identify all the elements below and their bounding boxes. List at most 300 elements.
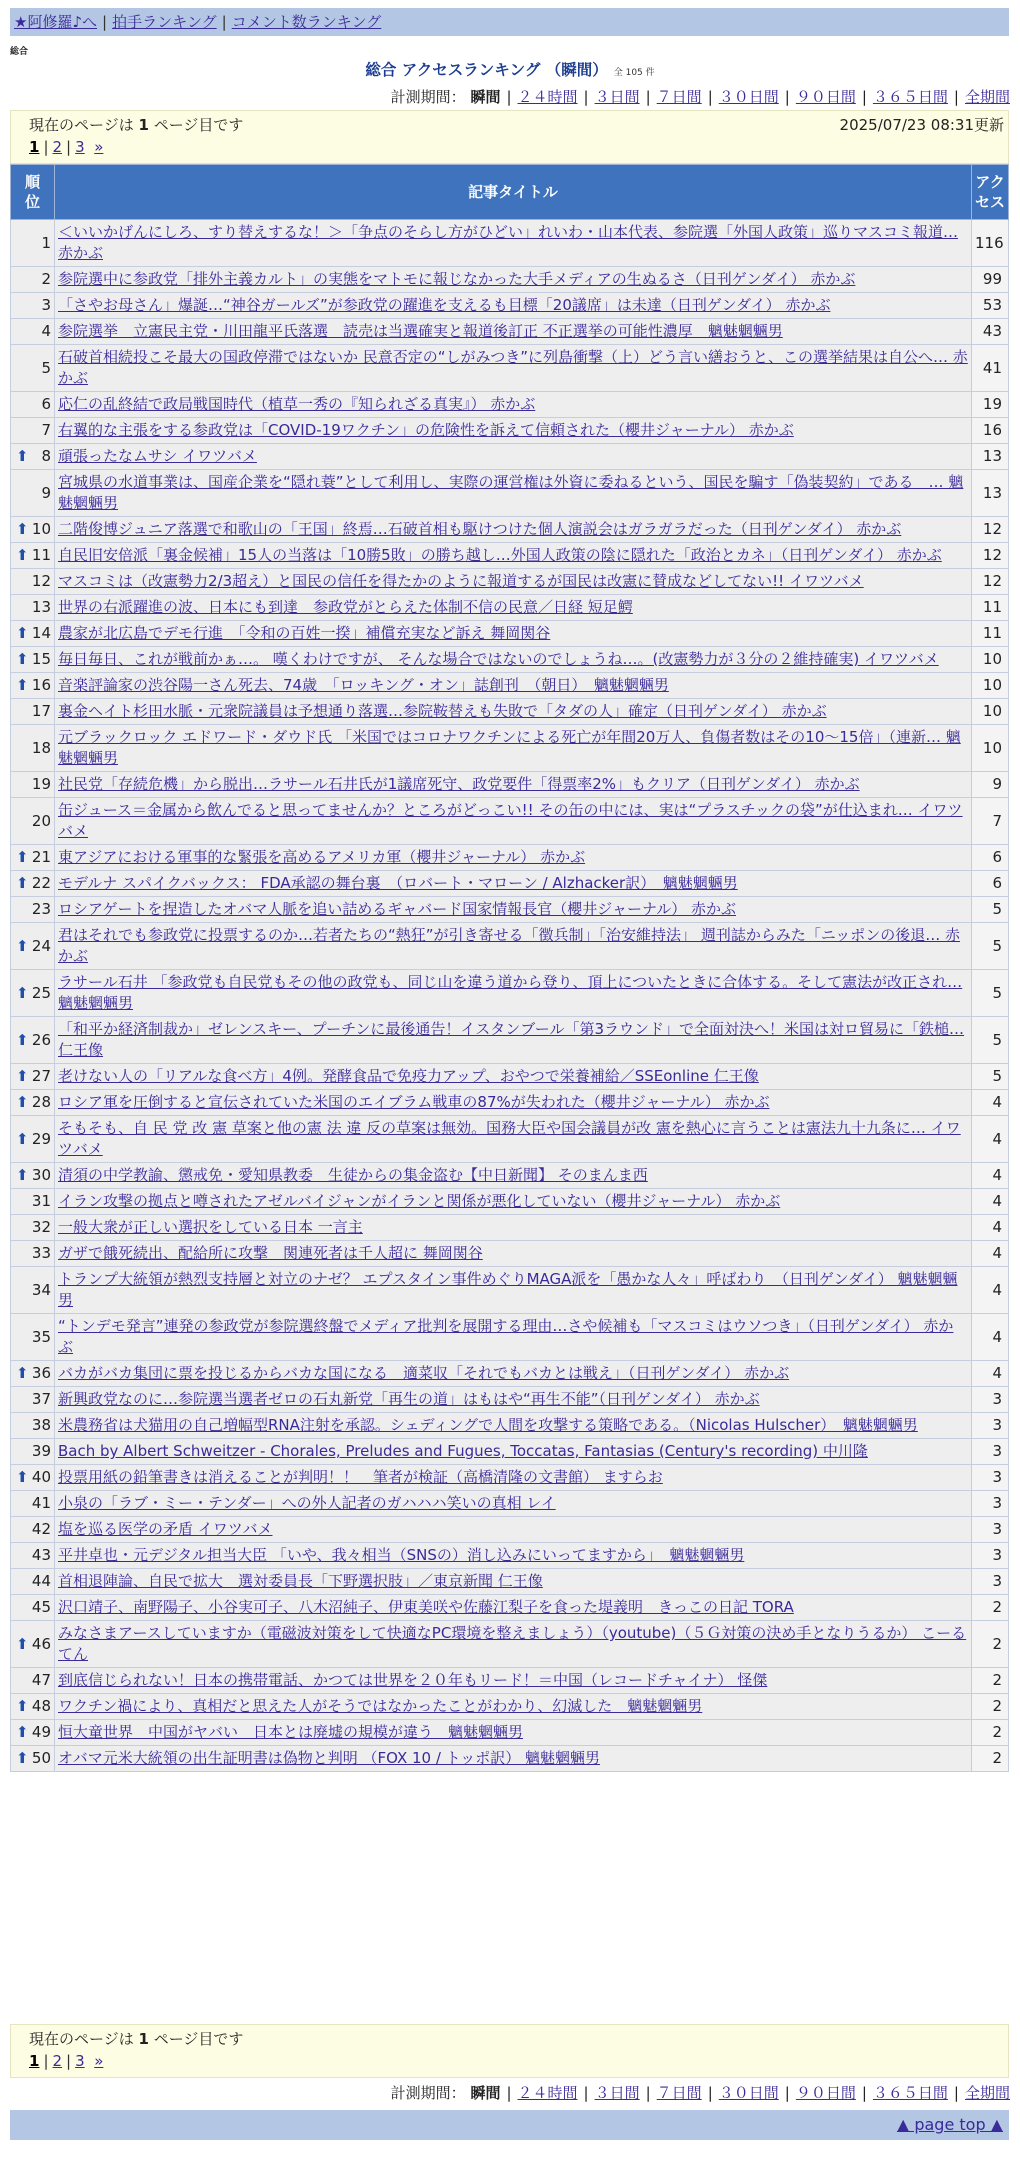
period-link-90d[interactable]: ９０日間 [795, 88, 856, 106]
article-title-link[interactable]: 老けない人の「リアルな食べ方」4例。発酵食品で免疫力アップ、おやつで栄養補給／SSEonline 仁王像 [58, 1067, 759, 1085]
rank-cell [11, 1746, 55, 1772]
rank-number: 47 [31, 1671, 51, 1689]
article-title-link[interactable]: 頑張ったなムサシ イワツバメ [58, 447, 257, 465]
article-title-link[interactable]: 毎日毎日、これが戦前かぁ…。 嘆くわけですが、 そんな場合ではないのでしょうね…。(改憲勢力が３分の２維持確実) イワツバメ [58, 650, 939, 668]
title-cell [55, 220, 972, 267]
table-row [11, 1746, 1009, 1772]
ranking-table [10, 164, 1009, 1772]
table-row [11, 1668, 1009, 1694]
title-cell [55, 772, 972, 798]
rank-number: 37 [31, 1390, 51, 1408]
rank-up-arrow-icon: ⬆ [16, 848, 29, 866]
table-row [11, 345, 1009, 392]
title-cell [55, 1621, 972, 1668]
table-row [11, 267, 1009, 293]
title-cell [55, 798, 972, 845]
nav-link-asyura[interactable]: ★阿修羅♪へ [14, 13, 98, 31]
rank-number: 24 [31, 936, 51, 955]
title-cell [55, 444, 972, 470]
access-count: 2 [972, 1746, 1009, 1772]
table-row [11, 1465, 1009, 1491]
rank-up-arrow-icon: ⬆ [16, 624, 29, 642]
title-cell [55, 673, 972, 699]
article-title-link[interactable]: Bach by Albert Schweitzer - Chorales, Preludes and Fugues, Toccatas, Fantasias (Century's recording) 中川隆 [58, 1442, 868, 1460]
article-title-link[interactable]: 元ブラックロック エドワード・ダウド氏 「米国ではコロナワクチンによる死亡が年間20万人、負傷者数はその10～15倍」（連新… 魑魅魍魎男 [58, 728, 961, 767]
title-cell [55, 871, 972, 897]
rank-cell [11, 772, 55, 798]
title-cell [55, 897, 972, 923]
title-cell [55, 1746, 972, 1772]
header-rank: 順位 [11, 165, 55, 220]
rank-number: 12 [31, 572, 51, 590]
access-count: 4 [972, 1215, 1009, 1241]
rank-cell [11, 1694, 55, 1720]
title-cell [55, 1491, 972, 1517]
table-row [11, 470, 1009, 517]
article-title-link[interactable]: 小泉の「ラブ・ミー・テンダー」への外人記者のガハハハ笑いの真相 レイ [58, 1494, 556, 1512]
access-count: 11 [972, 595, 1009, 621]
period-link-365d-bottom[interactable]: ３６５日間 [872, 2084, 948, 2102]
table-row [11, 517, 1009, 543]
title-cell [55, 470, 972, 517]
rank-number: 41 [31, 1494, 51, 1512]
rank-number: 4 [41, 322, 51, 340]
access-count: 99 [972, 267, 1009, 293]
table-row [11, 1090, 1009, 1116]
title-cell [55, 1413, 972, 1439]
table-row [11, 1720, 1009, 1746]
rank-number: 10 [31, 520, 51, 538]
article-title-link[interactable]: ロシアゲートを捏造したオバマ人脈を追い詰めるギャバード国家情報長官（櫻井ジャーナル） 赤かぶ [58, 900, 736, 918]
rank-number: 1 [41, 233, 51, 252]
rank-cell [11, 345, 55, 392]
access-count: 4 [972, 1163, 1009, 1189]
period-link-90d-bottom[interactable]: ９０日間 [795, 2084, 856, 2102]
access-count: 5 [972, 1017, 1009, 1064]
table-row [11, 1569, 1009, 1595]
rank-up-arrow-icon: ⬆ [16, 1723, 29, 1741]
rank-up-arrow-icon: ⬆ [16, 983, 29, 1002]
title-cell [55, 699, 972, 725]
footer-bar [10, 2110, 1009, 2140]
header-title: 記事タイトル [55, 165, 972, 220]
table-row [11, 1163, 1009, 1189]
access-count: 19 [972, 392, 1009, 418]
category-label: 総合 [10, 47, 29, 57]
pager-next-bottom[interactable]: » [94, 2052, 104, 2070]
article-title-link[interactable]: 自民旧安倍派「裏金候補」15人の当落は「10勝5敗」の勝ち越し…外国人政策の陰に隠れた「政治とカネ」（日刊ゲンダイ） 赤かぶ [58, 546, 942, 564]
rank-number: 11 [31, 546, 51, 564]
rank-number: 38 [31, 1416, 51, 1434]
rank-up-arrow-icon: ⬆ [16, 1697, 29, 1715]
pager-link-3-bottom[interactable]: 3 [75, 2052, 85, 2070]
title-cell [55, 345, 972, 392]
title-cell [55, 1090, 972, 1116]
title-cell [55, 1668, 972, 1694]
access-count: 6 [972, 845, 1009, 871]
rank-cell [11, 418, 55, 444]
rank-up-arrow-icon: ⬆ [16, 1468, 29, 1486]
article-title-link[interactable]: 参院選中に参政党「排外主義カルト」の実態をマトモに報じなかった大手メディアの生ぬるさ（日刊ゲンダイ） 赤かぶ [58, 270, 856, 288]
rank-cell [11, 319, 55, 345]
article-title-link[interactable]: 到底信じられない！日本の携帯電話、かつては世界を２０年もリード！＝中国（レコードチャイナ） 怪傑 [58, 1671, 768, 1689]
title-cell [55, 543, 972, 569]
rank-number: 26 [31, 1030, 51, 1049]
period-link-7d[interactable]: ７日間 [656, 88, 702, 106]
article-title-link[interactable]: トランプ大統領が熱烈支持層と対立のナゼ？ エプスタイン事件めぐりMAGA派を「愚かな人々」呼ばわり （日刊ゲンダイ） 魑魅魍魎男 [58, 1270, 958, 1309]
access-count: 6 [972, 871, 1009, 897]
rank-number: 22 [31, 874, 51, 892]
access-count: 4 [972, 1361, 1009, 1387]
article-title-link[interactable]: 参院選挙 立憲民主党・川田龍平氏落選 読売は当選確実と報道後訂正 不正選挙の可能性濃厚 魑魅魍魎男 [58, 322, 783, 340]
table-row [11, 1621, 1009, 1668]
title-cell [55, 1694, 972, 1720]
article-title-link[interactable]: イラン攻撃の拠点と噂されたアゼルバイジャンがイランと関係が悪化していない（櫻井ジャーナル） 赤かぶ [58, 1192, 781, 1210]
access-count: 5 [972, 970, 1009, 1017]
article-title-link[interactable]: 投票用紙の鉛筆書きは消えることが判明！！ 筆者が検証（高橋清隆の文書館） ますらお [58, 1468, 663, 1486]
rank-cell [11, 1569, 55, 1595]
pager-link-3[interactable]: 3 [75, 138, 85, 156]
rank-cell [11, 444, 55, 470]
title-cell [55, 621, 972, 647]
rank-number: 13 [31, 598, 51, 616]
article-title-link[interactable]: 首相退陣論、自民で拡大 選対委員長「下野選択肢」／東京新聞 仁王像 [58, 1572, 543, 1590]
period-label: 計測期間： [390, 88, 466, 106]
access-count: 3 [972, 1569, 1009, 1595]
rank-cell [11, 1017, 55, 1064]
nav-link-comment-ranking[interactable]: コメント数ランキング [231, 13, 382, 31]
title-cell [55, 569, 972, 595]
article-title-link[interactable]: バカがバカ集団に票を投じるからバカな国になる 適菜収「それでもバカとは戦え」（日刊ゲンダイ） 赤かぶ [58, 1364, 790, 1382]
rank-cell [11, 543, 55, 569]
period-current: 瞬間 [470, 88, 501, 106]
rank-number: 9 [41, 483, 51, 502]
article-title-link[interactable]: そもそも、自 民 党 改 憲 草案と他の憲 法 違 反の草案は無効。国務大臣や国会議員が改 憲を熱心に言うことは憲法九十九条に… イワツバメ [58, 1119, 961, 1158]
table-row [11, 725, 1009, 772]
access-count: 13 [972, 470, 1009, 517]
page-top-link[interactable]: ▲ page top ▲ [896, 2115, 1003, 2134]
article-title-link[interactable]: みなさまアースしていますか（電磁波対策をして快適なPC環境を整えましょう）（youtube)（５Ｇ対策の決め手となりうるか） こーるてん [58, 1624, 967, 1663]
period-link-7d-bottom[interactable]: ７日間 [656, 2084, 702, 2102]
title-cell [55, 1163, 972, 1189]
rank-number: 35 [31, 1327, 51, 1346]
access-count: 3 [972, 1517, 1009, 1543]
article-title-link[interactable]: 米農務省は犬猫用の自己増幅型RNA注射を承認。シェディングで人間を攻撃する策略である。（Nicolas Hulscher） 魑魅魍魎男 [58, 1416, 918, 1434]
table-row [11, 1413, 1009, 1439]
rank-up-arrow-icon: ⬆ [16, 1364, 29, 1382]
pager-top: 1 | 2 | 3 » [29, 138, 104, 156]
rank-cell [11, 267, 55, 293]
article-title-link[interactable]: ガザで餓死続出、配給所に攻撃 関連死者は千人超に 舞岡関谷 [58, 1244, 483, 1262]
rank-number: 15 [31, 650, 51, 668]
rank-number: 19 [31, 775, 51, 793]
title-cell [55, 1116, 972, 1163]
rank-cell [11, 673, 55, 699]
article-title-link[interactable]: 新興政党なのに…参院選当選者ゼロの石丸新党「再生の道」はもはや“再生不能”（日刊ゲンダイ） 赤かぶ [58, 1390, 760, 1408]
access-count: 53 [972, 293, 1009, 319]
pager-next[interactable]: » [94, 138, 104, 156]
article-title-link[interactable]: マスコミは（改憲勢力2/3超え）と国民の信任を得たかのように報道するが国民は改憲に賛成などしてない!! イワツバメ [58, 572, 864, 590]
article-title-link[interactable]: ワクチン禍により、真相だと思えた人がそうではなかったことがわかり、幻滅した 魑魅魍魎男 [58, 1697, 703, 1715]
rank-number: 44 [31, 1572, 51, 1590]
title-cell [55, 1267, 972, 1314]
period-link-3d[interactable]: ３日間 [594, 88, 640, 106]
access-count: 5 [972, 923, 1009, 970]
rank-up-arrow-icon: ⬆ [16, 1030, 29, 1049]
table-row [11, 293, 1009, 319]
rank-number: 50 [31, 1749, 51, 1767]
rank-number: 23 [31, 900, 51, 918]
article-title-link[interactable]: 音楽評論家の渋谷陽一さん死去、74歳 「ロッキング・オン」誌創刊 （朝日） 魑魅魍魎男 [58, 676, 669, 694]
rank-number: 21 [31, 848, 51, 866]
title-cell [55, 1569, 972, 1595]
page-title-text: 総合 アクセスランキング （瞬間） [365, 61, 608, 79]
current-page-text-bottom: 現在のページは 1 ページ目です [29, 2030, 244, 2048]
header-count: アクセス [972, 165, 1009, 220]
table-row [11, 1189, 1009, 1215]
table-row [11, 1116, 1009, 1163]
title-cell [55, 1314, 972, 1361]
title-cell [55, 1361, 972, 1387]
table-row [11, 970, 1009, 1017]
article-title-link[interactable]: 社民党「存続危機」から脱出…ラサール石井氏が1議席死守、政党要件「得票率2%」もクリア（日刊ゲンダイ） 赤かぶ [58, 775, 860, 793]
access-count: 4 [972, 1314, 1009, 1361]
access-count: 12 [972, 543, 1009, 569]
article-title-link[interactable]: 「さやお母さん」爆誕…“神谷ガールズ”が参政党の躍進を支えるも目標「20議席」は未達（日刊ゲンダイ） 赤かぶ [58, 296, 831, 314]
access-count: 41 [972, 345, 1009, 392]
article-title-link[interactable]: 石破首相続投こそ最大の国政停滞ではないか 民意否定の“しがみつき”に列島衝撃（上）どう言い繕おうと、この選挙結果は自公へ… 赤かぶ [58, 348, 968, 387]
access-count: 3 [972, 1491, 1009, 1517]
access-count: 7 [972, 798, 1009, 845]
rank-cell [11, 1189, 55, 1215]
page-title [0, 58, 1020, 80]
rank-up-arrow-icon: ⬆ [16, 1067, 29, 1085]
article-title-link[interactable]: ＜いいかげんにしろ、すり替えするな！＞「争点のそらし方がひどい」れいわ・山本代表、参院選「外国人政策」巡りマスコミ報道… 赤かぶ [58, 223, 959, 262]
title-cell [55, 725, 972, 772]
rank-cell [11, 1267, 55, 1314]
rank-cell [11, 1090, 55, 1116]
rank-cell [11, 517, 55, 543]
table-row [11, 1439, 1009, 1465]
title-cell [55, 970, 972, 1017]
rank-number: 49 [31, 1723, 51, 1741]
current-page-text: 現在のページは 1 ページ目です [29, 116, 244, 134]
table-header-row [11, 165, 1009, 220]
title-cell [55, 319, 972, 345]
rank-cell [11, 871, 55, 897]
rank-cell [11, 923, 55, 970]
period-link-24h[interactable]: ２４時間 [517, 88, 578, 106]
rank-number: 18 [31, 738, 51, 757]
period-link-30d-bottom[interactable]: ３０日間 [718, 2084, 779, 2102]
rank-cell [11, 621, 55, 647]
rank-cell [11, 970, 55, 1017]
article-title-link[interactable]: 世界の右派躍進の波、日本にも到達 参政党がとらえた体制不信の民意／日経 短足鰐 [58, 598, 633, 616]
rank-number: 8 [41, 447, 51, 465]
table-row [11, 418, 1009, 444]
page-info-bottom [10, 2024, 1009, 2078]
title-cell [55, 595, 972, 621]
table-row [11, 1267, 1009, 1314]
article-title-link[interactable]: 君はそれでも参政党に投票するのか…若者たちの“熱狂”が引き寄せる「徴兵制」「治安維持法」 週刊誌からみた「ニッポンの後退… 赤かぶ [58, 926, 960, 965]
table-row [11, 897, 1009, 923]
table-row [11, 1241, 1009, 1267]
table-row [11, 543, 1009, 569]
article-title-link[interactable]: オバマ元米大統領の出生証明書は偽物と判明 （FOX 10 / トッポ訳） 魑魅魍魎男 [58, 1749, 600, 1767]
table-row [11, 647, 1009, 673]
rank-number: 14 [31, 624, 51, 642]
title-cell [55, 1595, 972, 1621]
table-row [11, 1491, 1009, 1517]
access-count: 11 [972, 621, 1009, 647]
title-cell [55, 1241, 972, 1267]
rank-cell [11, 1361, 55, 1387]
table-row [11, 673, 1009, 699]
rank-number: 45 [31, 1598, 51, 1616]
title-cell [55, 1189, 972, 1215]
table-row [11, 220, 1009, 267]
article-title-link[interactable]: 二階俊博ジュニア落選で和歌山の「王国」終焉…石破首相も駆けつけた個人演説会はガラガラだった（日刊ゲンダイ） 赤かぶ [58, 520, 902, 538]
article-title-link[interactable]: 塩を巡る医学の矛盾 イワツバメ [58, 1520, 273, 1538]
access-count: 3 [972, 1439, 1009, 1465]
rank-number: 33 [31, 1244, 51, 1262]
table-row [11, 444, 1009, 470]
rank-number: 32 [31, 1218, 51, 1236]
rank-up-arrow-icon: ⬆ [16, 1129, 29, 1148]
title-cell [55, 1439, 972, 1465]
period-link-24h-bottom[interactable]: ２４時間 [517, 2084, 578, 2102]
table-row [11, 1017, 1009, 1064]
title-cell [55, 1017, 972, 1064]
rank-cell [11, 1314, 55, 1361]
table-row [11, 772, 1009, 798]
access-count: 10 [972, 725, 1009, 772]
title-cell [55, 267, 972, 293]
title-cell [55, 1387, 972, 1413]
rank-cell [11, 1439, 55, 1465]
title-cell [55, 647, 972, 673]
rank-number: 6 [41, 395, 51, 413]
article-title-link[interactable]: “トンデモ発言”連発の参政党が参院選終盤でメディア批判を展開する理由…さや候補も「マスコミはウソつき」（日刊ゲンダイ） 赤かぶ [58, 1317, 954, 1356]
rank-up-arrow-icon: ⬆ [16, 650, 29, 668]
table-row [11, 798, 1009, 845]
rank-up-arrow-icon: ⬆ [16, 1634, 29, 1653]
article-title-link[interactable]: 一般大衆が正しい選択をしている日本 一言主 [58, 1218, 363, 1236]
article-title-link[interactable]: 沢口靖子、南野陽子、小谷実可子、八木沼純子、伊東美咲や佐藤江梨子を食った堤義明 きっこの日記 TORA [58, 1598, 794, 1616]
access-count: 2 [972, 1720, 1009, 1746]
article-title-link[interactable]: 農家が北広島でデモ行進 「令和の百姓一揆」補償充実など訴え 舞岡関谷 [58, 624, 551, 642]
rank-number: 16 [31, 676, 51, 694]
article-title-link[interactable]: 恒大童世界 中国がヤバい 日本とは廃墟の規模が違う 魑魅魍魎男 [58, 1723, 524, 1741]
rank-cell [11, 845, 55, 871]
rank-number: 20 [31, 811, 51, 830]
rank-number: 46 [31, 1634, 51, 1653]
title-cell [55, 418, 972, 444]
title-cell [55, 1215, 972, 1241]
rank-cell [11, 1215, 55, 1241]
access-count: 2 [972, 1621, 1009, 1668]
article-title-link[interactable]: 右翼的な主張をする参政党は「COVID-19ワクチン」の危険性を訴えて信頼された（櫻井ジャーナル） 赤かぶ [58, 421, 794, 439]
rank-number: 25 [31, 983, 51, 1002]
rank-cell [11, 897, 55, 923]
access-count: 3 [972, 1413, 1009, 1439]
table-row [11, 569, 1009, 595]
access-count: 2 [972, 1668, 1009, 1694]
rank-cell [11, 1064, 55, 1090]
table-row [11, 1361, 1009, 1387]
rank-up-arrow-icon: ⬆ [16, 520, 29, 538]
table-row [11, 1314, 1009, 1361]
item-count: 全 105 件 [613, 68, 655, 78]
rank-cell [11, 1387, 55, 1413]
title-cell [55, 1543, 972, 1569]
access-count: 16 [972, 418, 1009, 444]
article-title-link[interactable]: 裏金ヘイト杉田水脈・元衆院議員は予想通り落選…参院鞍替えも失敗で「タダの人」確定（日刊ゲンダイ） 赤かぶ [58, 702, 827, 720]
pager-link-2[interactable]: 2 [52, 138, 63, 156]
rank-cell [11, 470, 55, 517]
rank-cell [11, 1465, 55, 1491]
period-link-3d-bottom[interactable]: ３日間 [594, 2084, 640, 2102]
article-title-link[interactable]: 缶ジュース＝金属から飲んでると思ってませんか？ところがどっこい!! その缶の中には、実は“プラスチックの袋”が仕込まれ… イワツバメ [58, 801, 963, 840]
rank-number: 31 [31, 1192, 51, 1210]
article-title-link[interactable]: モデルナ スパイクバックス： FDA承認の舞台裏 （ロバート・マローン / Alzhacker訳） 魑魅魍魎男 [58, 874, 738, 892]
rank-cell [11, 569, 55, 595]
article-title-link[interactable]: 東アジアにおける軍事的な緊張を高めるアメリカ軍（櫻井ジャーナル） 赤かぶ [58, 848, 586, 866]
article-title-link[interactable]: 「和平か経済制裁か」ゼレンスキー、プーチンに最後通告！イスタンブール「第3ラウンド」で全面対決へ！米国は対ロ貿易に「鉄槌… 仁王像 [58, 1020, 965, 1059]
nav-link-applause-ranking[interactable]: 拍手ランキング [112, 13, 217, 31]
table-row [11, 923, 1009, 970]
table-row [11, 319, 1009, 345]
access-count: 12 [972, 569, 1009, 595]
table-row [11, 1595, 1009, 1621]
article-title-link[interactable]: 応仁の乱終結で政局戦国時代（植草一秀の『知られざる真実』） 赤かぶ [58, 395, 536, 413]
rank-up-arrow-icon: ⬆ [16, 874, 29, 892]
rank-number: 48 [31, 1697, 51, 1715]
period-link-all-bottom[interactable]: 全期間 [964, 2084, 1010, 2102]
rank-number: 43 [31, 1546, 51, 1564]
rank-number: 40 [31, 1468, 51, 1486]
access-count: 4 [972, 1189, 1009, 1215]
rank-number: 34 [31, 1280, 51, 1299]
rank-number: 17 [31, 702, 51, 720]
table-row [11, 1694, 1009, 1720]
rank-up-arrow-icon: ⬆ [16, 936, 29, 955]
article-title-link[interactable]: ラサール石井 「参政党も自民党もその他の政党も、同じ山を違う道から登り、頂上についたときに合体する。そして憲法が改正され… 魑魅魍魎男 [58, 973, 963, 1012]
rank-cell [11, 1720, 55, 1746]
rank-cell [11, 595, 55, 621]
article-title-link[interactable]: 平井卓也・元デジタル担当大臣 「いや、我々相当（SNSの）消し込みにいってますから」 魑魅魍魎男 [58, 1546, 745, 1564]
rank-number: 5 [41, 358, 51, 377]
access-count: 116 [972, 220, 1009, 267]
table-row [11, 1215, 1009, 1241]
access-count: 4 [972, 1241, 1009, 1267]
period-link-all[interactable]: 全期間 [964, 88, 1010, 106]
article-title-link[interactable]: 宮城県の水道事業は、国産企業を“隠れ蓑”として利用し、実際の運営権は外資に委ねるという、国民を騙す「偽装契約」である … 魑魅魍魎男 [58, 473, 964, 512]
article-title-link[interactable]: 清須の中学教諭、懲戒免・愛知県教委 生徒からの集金盗む【中日新聞】 そのまんま西 [58, 1166, 648, 1184]
rank-up-arrow-icon: ⬆ [16, 1166, 29, 1184]
pager-current-bottom: 1 [29, 2052, 40, 2070]
title-cell [55, 923, 972, 970]
period-link-365d[interactable]: ３６５日間 [872, 88, 948, 106]
period-selector-top: 計測期間： 瞬間 | ２４時間 | ３日間 | ７日間 | ３０日間 | ９０日間 | ３６５日間 | 全期間 [390, 88, 1010, 106]
rank-up-arrow-icon: ⬆ [16, 1749, 29, 1767]
article-title-link[interactable]: ロシア軍を圧倒すると宣伝されていた米国のエイブラム戦車の87%が失われた（櫻井ジャーナル） 赤かぶ [58, 1093, 770, 1111]
period-link-30d[interactable]: ３０日間 [718, 88, 779, 106]
rank-number: 2 [41, 270, 51, 288]
rank-up-arrow-icon: ⬆ [16, 447, 29, 465]
pager-link-2-bottom[interactable]: 2 [52, 2052, 63, 2070]
rank-cell [11, 220, 55, 267]
